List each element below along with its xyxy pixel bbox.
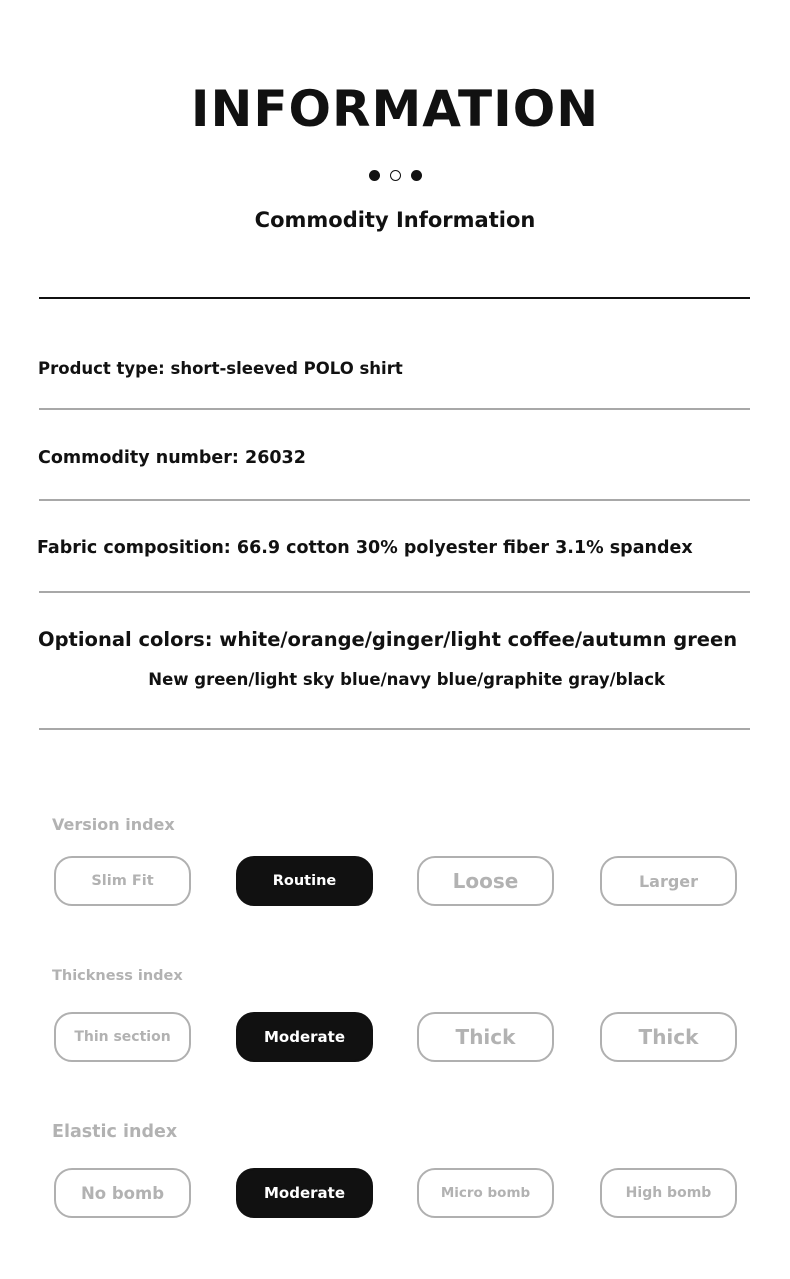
- product-type: Product type: short-sleeved POLO shirt: [38, 359, 403, 378]
- dot-filled: [369, 170, 380, 181]
- pagination-dots: [0, 165, 790, 181]
- divider: [39, 591, 750, 593]
- divider-heavy: [39, 297, 750, 299]
- dot-filled: [411, 170, 422, 181]
- thickness-option-moderate: Moderate: [236, 1012, 373, 1062]
- thickness-option-thin: Thin section: [54, 1012, 191, 1062]
- fabric-composition: Fabric composition: 66.9 cotton 30% polyester fiber 3.1% spandex: [37, 538, 693, 558]
- thickness-option-thick: Thick: [417, 1012, 554, 1062]
- section-subtitle: Commodity Information: [254, 208, 536, 232]
- elastic-option-micro-bomb: Micro bomb: [417, 1168, 554, 1218]
- thickness-option-thick-2: Thick: [600, 1012, 737, 1062]
- optional-colors-continued: New green/light sky blue/navy blue/graphite gray/black: [148, 670, 665, 689]
- divider: [39, 408, 750, 410]
- elastic-option-high-bomb: High bomb: [600, 1168, 737, 1218]
- page-title: INFORMATION: [190, 80, 600, 138]
- divider: [39, 728, 750, 730]
- version-option-slim-fit: Slim Fit: [54, 856, 191, 906]
- dot-hollow: [390, 170, 401, 181]
- commodity-number: Commodity number: 26032: [38, 448, 306, 468]
- elastic-option-no-bomb: No bomb: [54, 1168, 191, 1218]
- version-option-routine: Routine: [236, 856, 373, 906]
- divider: [39, 499, 750, 501]
- version-index-label: Version index: [52, 815, 175, 834]
- version-option-loose: Loose: [417, 856, 554, 906]
- thickness-index-label: Thickness index: [52, 968, 183, 984]
- elastic-index-label: Elastic index: [52, 1122, 178, 1142]
- version-option-larger: Larger: [600, 856, 737, 906]
- elastic-option-moderate: Moderate: [236, 1168, 373, 1218]
- optional-colors: Optional colors: white/orange/ginger/light coffee/autumn green: [38, 628, 738, 651]
